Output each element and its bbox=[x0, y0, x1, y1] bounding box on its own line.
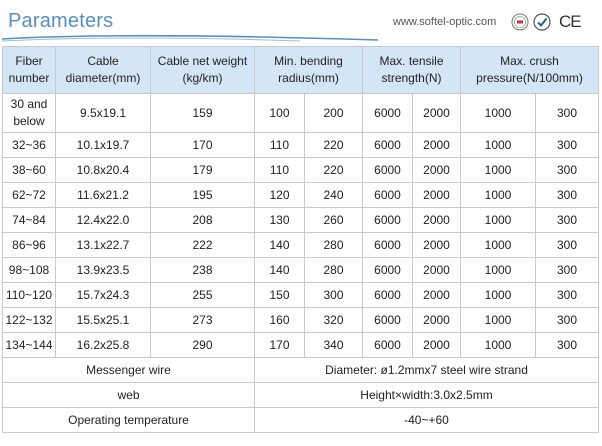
page-header bbox=[0, 0, 602, 44]
tensile-long-cell: 6000 bbox=[363, 158, 413, 183]
crush-short-cell: 1000 bbox=[461, 133, 536, 158]
bend-long-cell: 320 bbox=[305, 308, 363, 333]
weight-cell: 159 bbox=[151, 94, 255, 133]
page-title: Parameters bbox=[8, 10, 114, 32]
tensile-long-cell: 6000 bbox=[363, 208, 413, 233]
crush-short-cell: 1000 bbox=[461, 333, 536, 358]
header-crush-pressure: Max. crush pressure(N/100mm) bbox=[461, 47, 599, 94]
tensile-short-cell: 2000 bbox=[413, 333, 461, 358]
messenger-wire-label: Messenger wire bbox=[3, 358, 255, 383]
weight-cell: 208 bbox=[151, 208, 255, 233]
weight-cell: 222 bbox=[151, 233, 255, 258]
crush-long-cell: 300 bbox=[536, 94, 599, 133]
bend-short-cell: 160 bbox=[255, 308, 305, 333]
weight-cell: 179 bbox=[151, 158, 255, 183]
tensile-short-cell: 2000 bbox=[413, 133, 461, 158]
crush-short-cell: 1000 bbox=[461, 233, 536, 258]
header-bending-radius: Min. bending radius(mm) bbox=[255, 47, 363, 94]
crush-short-cell: 1000 bbox=[461, 308, 536, 333]
table-row bbox=[3, 208, 599, 233]
bend-short-cell: 120 bbox=[255, 183, 305, 208]
fiber-cell: 110~120 bbox=[3, 283, 56, 308]
crush-short-cell: 1000 bbox=[461, 158, 536, 183]
bend-short-cell: 150 bbox=[255, 283, 305, 308]
bend-short-cell: 140 bbox=[255, 233, 305, 258]
bend-long-cell: 260 bbox=[305, 208, 363, 233]
web-row bbox=[3, 383, 599, 408]
table-row bbox=[3, 308, 599, 333]
tensile-short-cell: 2000 bbox=[413, 208, 461, 233]
fiber-cell: 134~144 bbox=[3, 333, 56, 358]
bend-long-cell: 280 bbox=[305, 258, 363, 283]
crush-long-cell: 300 bbox=[536, 208, 599, 233]
title-underline-swoosh bbox=[0, 33, 380, 43]
bend-long-cell: 300 bbox=[305, 283, 363, 308]
bend-short-cell: 170 bbox=[255, 333, 305, 358]
tensile-short-cell: 2000 bbox=[413, 233, 461, 258]
header-net-weight: Cable net weight (kg/km) bbox=[151, 47, 255, 94]
tensile-long-cell: 6000 bbox=[363, 183, 413, 208]
fiber-cell: 86~96 bbox=[3, 233, 56, 258]
weight-cell: 273 bbox=[151, 308, 255, 333]
web-label: web bbox=[3, 383, 255, 408]
tensile-long-cell: 6000 bbox=[363, 133, 413, 158]
tensile-long-cell: 6000 bbox=[363, 333, 413, 358]
table-row bbox=[3, 333, 599, 358]
table-header bbox=[3, 47, 599, 94]
operating-temperature-value: -40~+60 bbox=[255, 408, 599, 433]
weight-cell: 170 bbox=[151, 133, 255, 158]
weight-cell: 290 bbox=[151, 333, 255, 358]
fiber-cell: 38~60 bbox=[3, 158, 56, 183]
table-row bbox=[3, 233, 599, 258]
diameter-cell: 15.7x24.3 bbox=[56, 283, 151, 308]
table-row bbox=[3, 158, 599, 183]
diameter-cell: 13.9x23.5 bbox=[56, 258, 151, 283]
weight-cell: 238 bbox=[151, 258, 255, 283]
table-row bbox=[3, 133, 599, 158]
diameter-cell: 15.5x25.1 bbox=[56, 308, 151, 333]
tensile-short-cell: 2000 bbox=[413, 308, 461, 333]
crush-short-cell: 1000 bbox=[461, 258, 536, 283]
crush-short-cell: 1000 bbox=[461, 283, 536, 308]
bend-long-cell: 220 bbox=[305, 158, 363, 183]
bend-long-cell: 340 bbox=[305, 333, 363, 358]
crush-long-cell: 300 bbox=[536, 308, 599, 333]
tensile-short-cell: 2000 bbox=[413, 283, 461, 308]
tensile-short-cell: 2000 bbox=[413, 183, 461, 208]
table-row bbox=[3, 183, 599, 208]
fiber-cell: 98~108 bbox=[3, 258, 56, 283]
fiber-cell: 74~84 bbox=[3, 208, 56, 233]
fiber-cell: 122~132 bbox=[3, 308, 56, 333]
weight-cell: 255 bbox=[151, 283, 255, 308]
weight-cell: 195 bbox=[151, 183, 255, 208]
bend-short-cell: 130 bbox=[255, 208, 305, 233]
fiber-cell: 62~72 bbox=[3, 183, 56, 208]
bend-long-cell: 240 bbox=[305, 183, 363, 208]
bend-long-cell: 280 bbox=[305, 233, 363, 258]
bend-long-cell: 200 bbox=[305, 94, 363, 133]
table-row bbox=[3, 258, 599, 283]
tensile-long-cell: 6000 bbox=[363, 94, 413, 133]
bend-short-cell: 140 bbox=[255, 258, 305, 283]
header-tensile-strength: Max. tensile strength(N) bbox=[363, 47, 461, 94]
diameter-cell: 10.8x20.4 bbox=[56, 158, 151, 183]
messenger-wire-row bbox=[3, 358, 599, 383]
website-url: www.softel-optic.com bbox=[393, 16, 497, 28]
diameter-cell: 16.2x25.8 bbox=[56, 333, 151, 358]
tensile-short-cell: 2000 bbox=[413, 258, 461, 283]
ce-mark: CE bbox=[559, 12, 581, 31]
diameter-cell: 12.4x22.0 bbox=[56, 208, 151, 233]
crush-long-cell: 300 bbox=[536, 133, 599, 158]
crush-short-cell: 1000 bbox=[461, 183, 536, 208]
header-cable-diameter: Cable diameter(mm) bbox=[56, 47, 151, 94]
crush-short-cell: 1000 bbox=[461, 94, 536, 133]
crush-short-cell: 1000 bbox=[461, 208, 536, 233]
diameter-cell: 10.1x19.7 bbox=[56, 133, 151, 158]
messenger-wire-value: Diameter: ø1.2mmx7 steel wire strand bbox=[255, 358, 599, 383]
bend-long-cell: 220 bbox=[305, 133, 363, 158]
diameter-cell: 11.6x21.2 bbox=[56, 183, 151, 208]
diameter-cell: 13.1x22.7 bbox=[56, 233, 151, 258]
crush-long-cell: 300 bbox=[536, 258, 599, 283]
checkmark-seal-icon bbox=[533, 13, 551, 31]
tensile-long-cell: 6000 bbox=[363, 308, 413, 333]
web-value: Height×width:3.0x2.5mm bbox=[255, 383, 599, 408]
bend-short-cell: 100 bbox=[255, 94, 305, 133]
fiber-cell: 32~36 bbox=[3, 133, 56, 158]
table-row bbox=[3, 283, 599, 308]
bend-short-cell: 110 bbox=[255, 133, 305, 158]
crush-long-cell: 300 bbox=[536, 158, 599, 183]
crush-long-cell: 300 bbox=[536, 183, 599, 208]
crush-long-cell: 300 bbox=[536, 283, 599, 308]
tensile-long-cell: 6000 bbox=[363, 233, 413, 258]
diameter-cell: 9.5x19.1 bbox=[56, 94, 151, 133]
tensile-short-cell: 2000 bbox=[413, 158, 461, 183]
certification-marks bbox=[511, 12, 581, 32]
table-row bbox=[3, 94, 599, 133]
header-fiber-number: Fiber number bbox=[3, 47, 56, 94]
tensile-long-cell: 6000 bbox=[363, 258, 413, 283]
operating-temperature-row bbox=[3, 408, 599, 433]
bend-short-cell: 110 bbox=[255, 158, 305, 183]
crush-long-cell: 300 bbox=[536, 333, 599, 358]
tensile-short-cell: 2000 bbox=[413, 94, 461, 133]
parameters-table bbox=[2, 46, 599, 433]
fiber-cell: 30 and below bbox=[3, 94, 56, 133]
operating-temperature-label: Operating temperature bbox=[3, 408, 255, 433]
crush-long-cell: 300 bbox=[536, 233, 599, 258]
tensile-long-cell: 6000 bbox=[363, 283, 413, 308]
iso-seal-icon bbox=[511, 13, 529, 31]
